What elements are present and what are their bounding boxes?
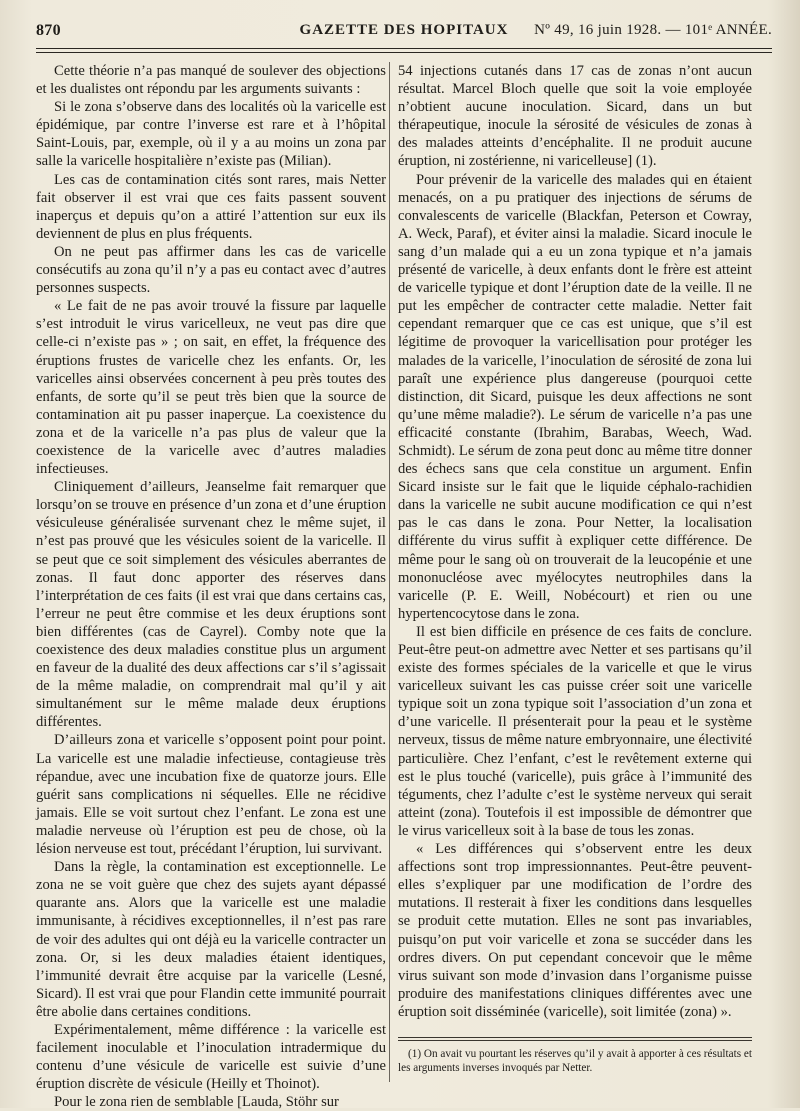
paragraph: 54 injections cutanés dans 17 cas de zonas n’ont aucun résultat. Marcel Bloch quelle que soit la voie employée n’obtient aucune inoculation. Sicard, dans un but thérapeutique, inocule la sérosité de vésicules de zonas à des malades atteints d’encéphalite. Il ne produit aucune éruption, ni zostérienne, ni varicelleuse] (1). xyxy=(398,63,752,170)
paragraph: On ne peut pas affirmer dans les cas de varicelle consécutifs au zona qu’il n’y a pas eu contact avec d’autres personnes suspects. xyxy=(36,243,386,297)
paragraph: Cliniquement d’ailleurs, Jeanselme fait remarquer que lorsqu’on se trouve en présence d’un zona et d’une éruption vésiculeuse généralisée survenant chez le même sujet, il n’est pas prouvé que les vésicules soient de la varicelle. Il se peut que ce soit simplement des vésicules aberrantes de zonas. Il faut donc apporter des réserves dans l’interprétation de ces faits (il est vrai que dans certains cas, l’erreur ne peut être commise et les deux éruptions sont bien différentes (cas de Cayrel). Comby note que la coexistence des deux maladies constitue plus un argument en faveur de la dualité des deux affections car s’il s’agissait de la même maladie, on comprendrait mal qu’il y ait simultanément sur le même malade deux éruptions différentes. xyxy=(36,479,386,731)
journal-title: GAZETTE DES HOPITAUX xyxy=(299,22,509,38)
paragraph: Les cas de contamination cités sont rares, mais Netter fait observer il est vrai que ces faits passent souvent inaperçus et depuis qu’on a attiré l’attention sur eux ils deviennent de plus en plus fréquents. xyxy=(36,171,386,242)
column-divider xyxy=(389,62,390,1082)
paragraph: « Le fait de ne pas avoir trouvé la fissure par laquelle s’est introduit le virus varicelleux, ne veut pas dire que celle-ci n’existe pas » ; on sait, en effet, la fréquence des éruptions frustes de varicelle chez les enfants. Or, les varicelles ainsi observées concernent à peu près toutes des enfants, de sorte qu’il se peut très bien que la source de contamination ait pu passer inaperçue. La coexistence du zona et de la varicelle n’a pas plus de valeur que la coexistence de la varicelle avec d’autres maladies infectieuses. xyxy=(36,298,386,478)
footnote-text: (1) On avait vu pourtant les réserves qu’il y avait à apporter à ces résultats et les arguments inverses invoqués par Netter. xyxy=(398,1048,752,1074)
footnote-rule xyxy=(398,1037,752,1038)
issue-info: Nº 49, 16 juin 1928. — 101ᵉ ANNÉE. xyxy=(534,22,772,38)
page-header xyxy=(36,22,772,48)
paragraph: D’ailleurs zona et varicelle s’opposent point pour point. La varicelle est une maladie infectieuse, contagieuse très répandue, avec une incubation fixe de quatorze jours. Elle guérit sans complications ni séquelles. Elle ne récidive jamais. Elle se voit surtout chez l’enfant. Le zona est une maladie nerveuse où l’éruption est peu de chose, où la lésion nerveuse est tout, précédant l’éruption, lui survivant. xyxy=(36,732,386,858)
paragraph: Il est bien difficile en présence de ces faits de conclure. Peut-être peut-on admettre avec Netter et ses partisans qu’il existe des formes spéciales de la varicelle et que le virus varicelleux suivant les cas puisse créer soit une varicelle typique soit un zona typique soit l’association d’un zona et d’une varicelle. Il présenterait pour la peau et le système nerveux, tissus de même nature embryonnaire, une électivité particulière. Chez l’enfant, c’est le revêtement externe qui est le plus touché (varicelle), puis grâce à l’immunité des téguments, chez l’adulte c’est le système nerveux qui serait atteint (zona). Toutefois il est impossible de démontrer que le virus varicelleux soit à la base de tous les zonas. xyxy=(398,623,752,839)
right-column xyxy=(398,62,752,1021)
left-column xyxy=(36,62,386,1111)
paragraph: « Les différences qui s’observent entre les deux affections sont trop impressionnantes. Peut-être peuvent-elles s’expliquer par une modification de l’ordre des mutations. Il resterait à fixer les conditions dans lesquelles se produit cette mutation. Elles ne sont pas invariables, puisqu’on put voir varicelle et zona se succéder dans les ordres divers. On put cependant concevoir que le même virus suivant son mode d’invasion dans l’organisme puisse produire des manifestations cliniques différentes avec une éruption soit disséminée (varicelle), soit limitée (zona) ». xyxy=(398,841,752,1020)
paragraph: Si le zona s’observe dans des localités où la varicelle est épidémique, par contre l’inverse est rare et à l’hôpital Saint-Louis, par, exemple, où il y a au moins un zona par salle la varicelle hospitalière n’existe pas (Milian). xyxy=(36,99,386,170)
paragraph: Pour le zona rien de semblable [Lauda, Stöhr sur xyxy=(54,1094,339,1111)
paragraph: Dans la règle, la contamination est exceptionnelle. Le zona ne se voit guère que chez des sujets ayant dépassé quarante ans. Alors que la varicelle est une maladie immunisante, à récidives exceptionnelles, il n’est pas rare de voir des adultes qui ont déjà eu la varicelle contracter un zona. Or, si les deux maladies étaient identiques, l’immunité devrait être acquise par la varicelle (Lesné, Sicard). Il est vrai que pour Flandin cette immunité pourrait être abolie dans certaines conditions. xyxy=(36,859,386,1020)
footnote-rule-thin xyxy=(398,1040,752,1041)
page-number: 870 xyxy=(36,22,61,39)
paragraph: Cette théorie n’a pas manqué de soulever des objections et les dualistes ont répondu par les arguments suivants : xyxy=(36,63,386,98)
header-rule-thin xyxy=(36,52,772,53)
paragraph: Expérimentalement, même différence : la varicelle est facilement inoculable et l’inoculation intradermique du contenu d’une vésicule de varicelle est suivie d’une éruption discrète de vésicule (Heilly et Thoinot). xyxy=(36,1021,386,1093)
paragraph: Pour prévenir de la varicelle des malades qui en étaient menacés, on a pu pratiquer des injections de sérums de convalescents de varicelle (Blackfan, Peterson et Cowray, A. Weck, Paraf), et éviter ainsi la maladie. Sicard inocule le sang d’un malade qui a eu un zona typique et n’a jamais présenté de varicelle, à deux enfants dont le frère est atteint de varicelle typique et dont l’éruption date de la veille. Il ne put les empêcher de contracter cette maladie. Netter fait cependant remarquer que ce cas est unique, que s’il est légitime de provoquer la varicellisation pour protéger les malades de la varicelle, l’inoculation de sérosité de zona lui paraît une expérience plus dangereuse (pourquoi cette distinction, dit Sicard, puisque les deux affections ne sont qu’une même maladie?). Le sérum de varicelle n’a pas une efficacité constante (Ibrahim, Barabas, Weech, Wad. Schmidt). Le sérum de zona peut donc au même titre donner des échecs sans que cela constitue un argument. Enfin Sicard insiste sur le fait que le liquide céphalo-rachidien dans la varicelle ne subit aucune modification ce qui n’est pas le cas dans le zona. Pour Netter, la localisation différente du virus suffit à expliquer cette différence. De même pour le sang où on trouverait de la leucopénie et une mononucléose avec myélocytes neutrophiles dans la varicelle (P. E. Weill, Nobécourt) et rien ou une hypertencocytose dans le zona. xyxy=(398,171,752,622)
footnote xyxy=(398,1047,752,1075)
header-rule xyxy=(36,48,772,49)
